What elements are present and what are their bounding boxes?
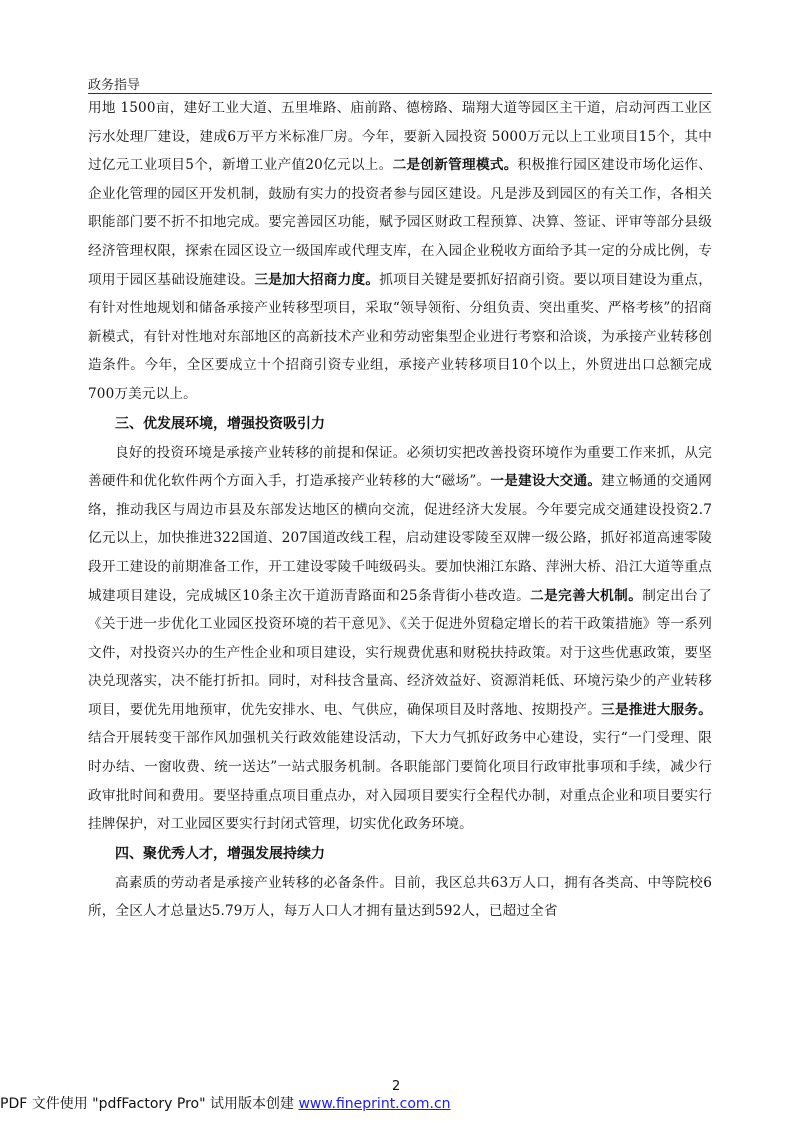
section-heading: 四、聚优秀人才，增强发展持续力 — [115, 845, 325, 862]
emphasis-run: 三是加大招商力度。 — [254, 271, 380, 288]
body-paragraph — [88, 439, 712, 839]
body-paragraph — [88, 869, 712, 926]
text-run: 用地 1500亩，建好工业大道、五里堆路、庙前路、德榜路、瑞翔大道等园区主干道，启动河西工业区污水处理厂建设，建成6万平方米标准厂房。今年，要新入园投资 5000万元以上工业项目15个，其中过亿元工业项目5个，新增工业产值20亿元以上。 — [88, 100, 712, 174]
body-paragraph — [88, 94, 712, 409]
text-run: 抓项目关键是要抓好招商引资。要以项目建设为重点，有针对性地规划和储备承接产业转移型项目，采取“领导领衔、分组负责、突出重奖、严格考核”的招商新模式，有针对性地对东部地区的高新技术产业和劳动密集型企业进行考察和洽谈，为承接产业转移创造条件。今年，全区要成立十个招商引资专业组，承接产业转移项目10个以上，外贸进出口总额完成700万美元以上。 — [88, 271, 712, 402]
page-number: 2 — [392, 1079, 401, 1094]
emphasis-run: 二是完善大机制。 — [530, 587, 643, 604]
running-header: 政务指导 — [88, 78, 141, 93]
footer-link[interactable]: www.fineprint.com.cn — [298, 1096, 451, 1112]
text-run: 结合开展转变干部作风加强机关行政效能建设活动，下大力气抓好政务中心建设，实行“一门受理、限时办结、一窗收费、统一送达”一站式服务机制。各职能部门要简化项目行政审批事项和手续，减少行政审批时间和费用。要坚持重点项目重点办，对入园项目要实行全程代办制，对重点企业和项目要实行挂牌保护，对工业园区要实行封闭式管理，切实优化政务环境。 — [88, 730, 712, 833]
text-run: 积极推行园区建设市场化运作、企业化管理的园区开发机制，鼓励有实力的投资者参与园区建设。凡是涉及到园区的有关工作，各相关职能部门要不折不扣地完成。要完善园区功能，赋予园区财政工程预算、决算、签证、评审等部分县级经济管理权限，探索在园区设立一级国库或代理支库，在入园企业税收方面给予其一定的分成比例，专项用于园区基础设施建设。 — [88, 157, 712, 288]
footer-text: PDF 文件使用 "pdfFactory Pro" 试用版本创建 — [0, 1096, 299, 1112]
text-run: 建立畅通的交通网络，推动我区与周边市县及东部发达地区的横向交流，促进经济大发展。今年要完成交通建设投资2.7亿元以上，加快推进322国道、207国道改线工程，启动建设零陵至双牌一级公路，抓好祁道高速零陵段开工建设的前期准备工作，开工建设零陵千吨级码头。要加快湘江东路、萍洲大桥、沿江大道等重点城建项目建设，完成城区10条主次干道沥青路面和25条背街小巷改造。 — [88, 473, 713, 604]
emphasis-run: 二是创新管理模式。 — [392, 157, 518, 174]
text-run: 制定出台了《关于进一步优化工业园区投资环境的若干意见》、《关于促进外贸稳定增长的若干政策措施》等一系列文件，对投资兴办的生产性企业和项目建设，实行规费优惠和财税扶持政策。对于这些优惠政策，要坚决兑现落实，决不能打折扣。同时，对科技含量高、经济效益好、资源消耗低、环境污染少的产业转移项目，要优先用地预审，优先安排水、电、气供应，确保项目及时落地、按期投产。 — [88, 587, 713, 718]
emphasis-run: 一是建设大交通。 — [490, 473, 602, 490]
article-body — [88, 94, 712, 926]
pdf-footer — [0, 1093, 451, 1113]
text-run: 良好的投资环境是承接产业转移的前提和保证。必须切实把改善投资环境作为重要工作来抓，从完善硬件和优化软件两个方面入手，打造承接产业转移的大“磁场”。 — [88, 444, 712, 490]
section-heading: 三、优发展环境，增强投资吸引力 — [115, 415, 325, 432]
text-run: 高素质的劳动者是承接产业转移的必备条件。目前，我区总共63万人口，拥有各类高、中等院校6所，全区人才总量达5.79万人，每万人口人才拥有量达到592人，已超过全省 — [88, 874, 712, 920]
emphasis-run: 三是推进大服务。 — [601, 701, 712, 718]
